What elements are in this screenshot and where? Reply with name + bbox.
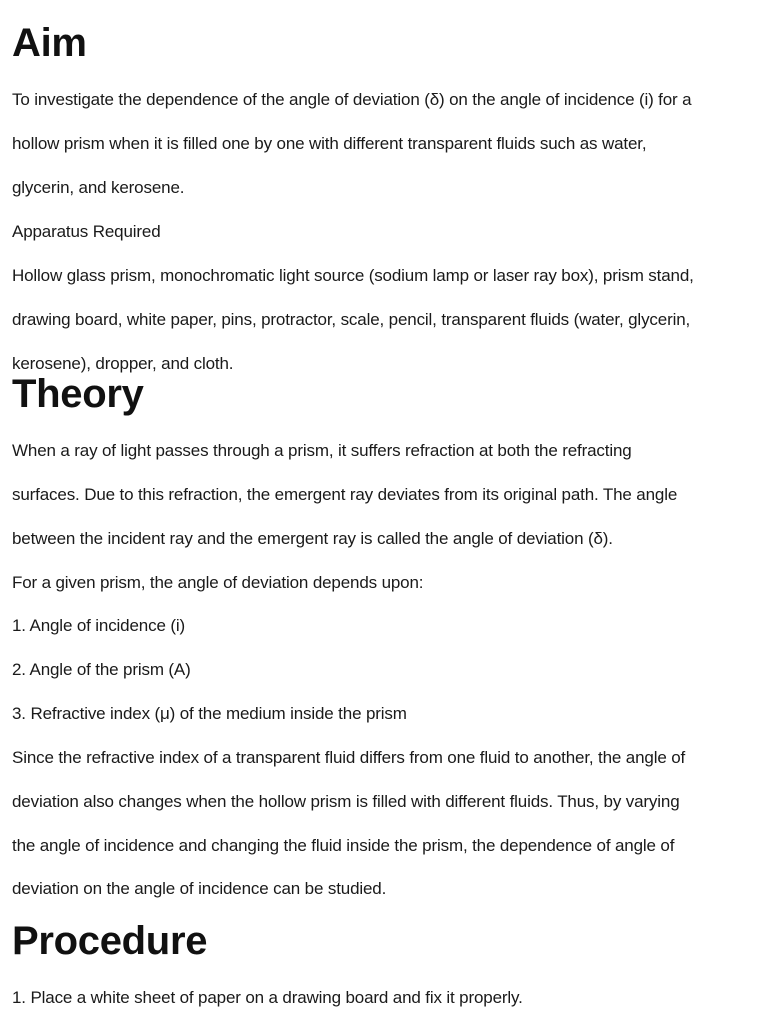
theory-intro-line-3: between the incident ray and the emergent ray is called the angle of deviation (δ). [12,529,613,548]
theory-depends-label: For a given prism, the angle of deviation depends upon: [12,573,424,592]
aim-line-1: To investigate the dependence of the angle of deviation (δ) on the angle of incidence (i) for a [12,90,692,109]
theory-heading: Theory [12,372,144,416]
procedure-heading: Procedure [12,919,208,963]
theory-conclusion-line-2: deviation also changes when the hollow prism is filled with different fluids. Thus, by varying [12,792,680,811]
apparatus-line-2: drawing board, white paper, pins, protractor, scale, pencil, transparent fluids (water, glycerin, [12,310,691,329]
aim-line-2: hollow prism when it is filled one by one with different transparent fluids such as water, [12,134,647,153]
theory-conclusion-line-3: the angle of incidence and changing the fluid inside the prism, the dependence of angle of [12,836,675,855]
theory-intro-line-1: When a ray of light passes through a prism, it suffers refraction at both the refracting [12,441,632,460]
theory-factor-1: 1. Angle of incidence (i) [12,616,185,635]
theory-factor-2: 2. Angle of the prism (A) [12,660,191,679]
apparatus-title: Apparatus Required [12,222,161,241]
theory-conclusion-line-4: deviation on the angle of incidence can be studied. [12,879,387,898]
apparatus-line-3: kerosene), dropper, and cloth. [12,354,234,373]
theory-intro-line-2: surfaces. Due to this refraction, the emergent ray deviates from its original path. The angle [12,485,678,504]
aim-line-3: glycerin, and kerosene. [12,178,185,197]
aim-heading: Aim [12,21,87,65]
apparatus-line-1: Hollow glass prism, monochromatic light source (sodium lamp or laser ray box), prism stand, [12,266,694,285]
procedure-step-1: 1. Place a white sheet of paper on a drawing board and fix it properly. [12,988,523,1007]
theory-conclusion-line-1: Since the refractive index of a transparent fluid differs from one fluid to another, the angle of [12,748,686,767]
theory-factor-3: 3. Refractive index (μ) of the medium inside the prism [12,704,407,723]
